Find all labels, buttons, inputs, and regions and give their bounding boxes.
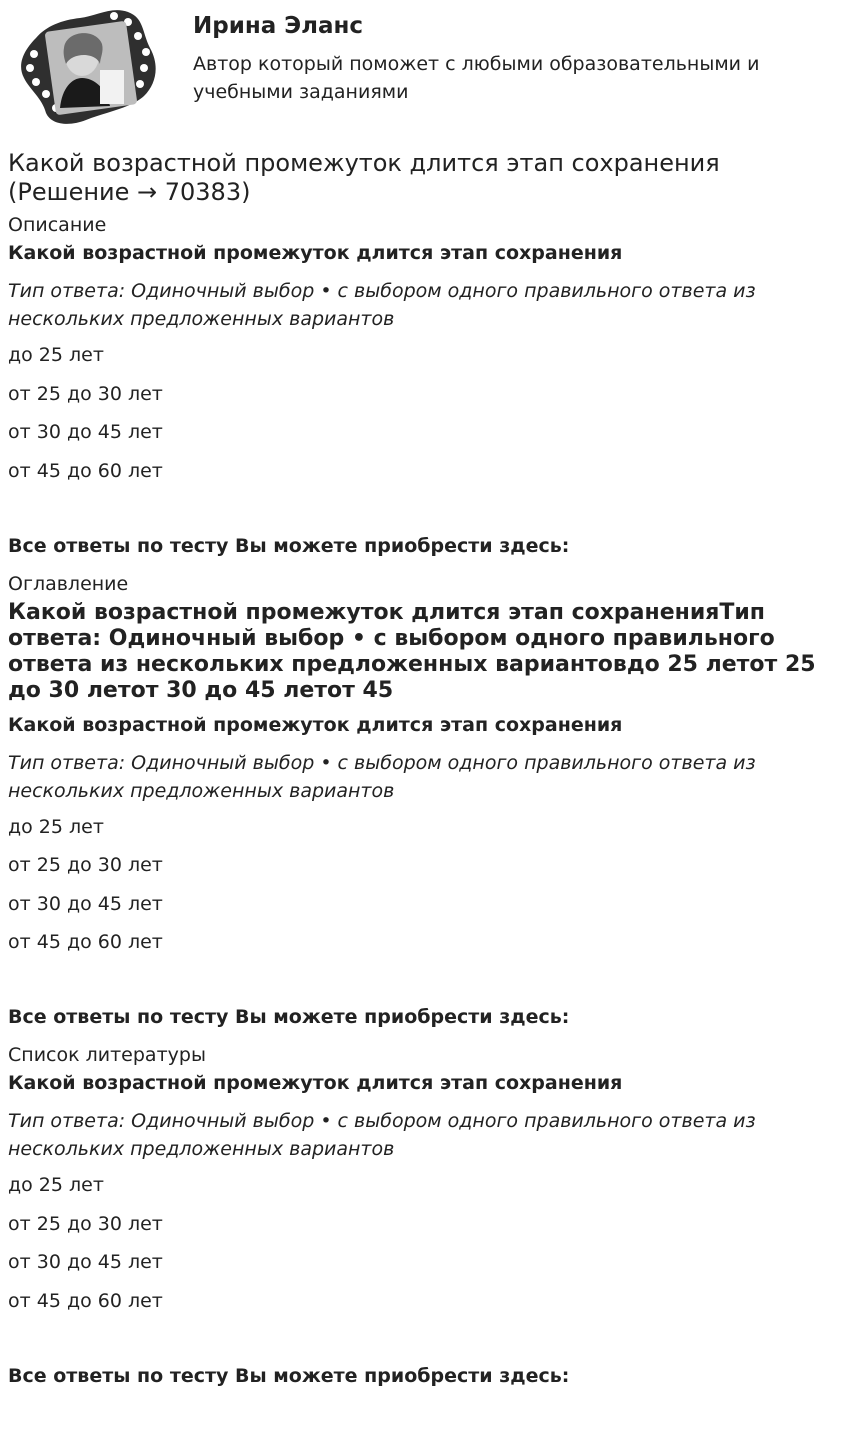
page-title: Какой возрастной промежуток длится этап сохранения (Решение → 70383) [8, 149, 720, 206]
question-title: Какой возрастной промежуток длится этап сохранения [8, 242, 623, 264]
section-references [8, 1043, 839, 1388]
buy-answers-text: Все ответы по тесту Вы можете приобрести здесь: [8, 1364, 570, 1387]
answer-option: от 45 до 60 лет [8, 459, 163, 482]
answer-option: от 45 до 60 лет [8, 931, 163, 953]
author-avatar [16, 8, 158, 126]
answer-type: Тип ответа: Одиночный выбор • с выбором одного правильного ответа из нескольких предложенных вариантов [8, 1110, 756, 1160]
author-description: Автор который поможет с любыми образовательными и учебными заданиями [193, 53, 760, 103]
answer-option: от 25 до 30 лет [8, 854, 163, 876]
buy-answers-text: Все ответы по тесту Вы можете приобрести здесь: [8, 534, 570, 557]
author-card [8, 0, 839, 135]
section-toc [8, 572, 839, 1030]
answer-option: от 30 до 45 лет [8, 1251, 163, 1273]
question-title: Какой возрастной промежуток длится этап сохранения [8, 713, 623, 736]
answer-option: до 25 лет [8, 1174, 104, 1196]
answer-option: от 25 до 30 лет [8, 1212, 163, 1235]
answer-option: от 30 до 45 лет [8, 892, 163, 915]
answer-option: до 25 лет [8, 344, 104, 366]
section-label: Описание [8, 214, 107, 236]
author-name[interactable]: Ирина Эланс [193, 13, 364, 39]
section-label: Оглавление [8, 572, 129, 595]
section-label: Список литературы [8, 1044, 206, 1066]
answer-option: от 25 до 30 лет [8, 382, 163, 405]
buy-answers-text: Все ответы по тесту Вы можете приобрести здесь: [8, 1006, 570, 1028]
toc-heading: Какой возрастной промежуток длится этап сохраненияТип ответа: Одиночный выбор • с выбором одного правильного ответа из нескольких предложенных вариантовдо 25 летот 25 до 30 летот 30 до 45 летот 45 [8, 599, 816, 703]
answer-option: от 30 до 45 лет [8, 421, 163, 443]
answer-type: Тип ответа: Одиночный выбор • с выбором одного правильного ответа из нескольких предложенных вариантов [8, 280, 756, 330]
answer-option: от 45 до 60 лет [8, 1289, 163, 1312]
answer-type: Тип ответа: Одиночный выбор • с выбором одного правильного ответа из нескольких предложенных вариантов [8, 751, 756, 802]
question-title: Какой возрастной промежуток длится этап сохранения [8, 1072, 623, 1094]
answer-option: до 25 лет [8, 815, 104, 838]
section-description [8, 213, 839, 558]
